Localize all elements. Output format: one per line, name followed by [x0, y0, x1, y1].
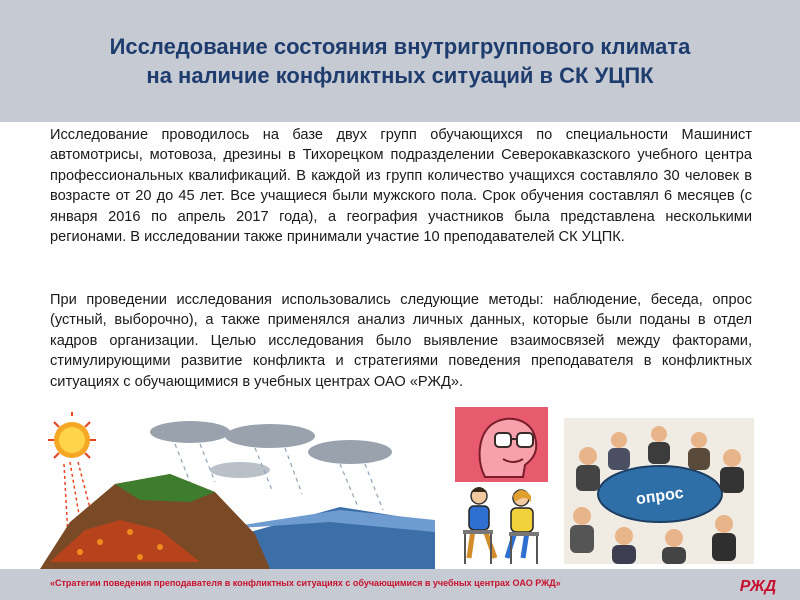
paragraph-methods: При проведении исследования использовались следующие методы: наблюдение, беседа, опрос (устный, выборочно), а также применялся анализ личных данных, которые были поданы в отдел кадров организации. Целью исследования было выявление взаимосвязей между факторами, стимулирующими развитие конфликта и стратегиями поведения преподавателя в конфликтных ситуациях с обучающимися в учебных центрах ОАО «РЖД».: [50, 292, 752, 390]
conversation-illustration: [455, 480, 548, 568]
title-line-1: Исследование состояния внутригруппового климата: [109, 34, 691, 59]
climate-landscape-illustration: [40, 412, 435, 569]
person-left-icon: [463, 487, 495, 564]
rzd-logo: [733, 572, 783, 598]
meeting-table-illustration: [564, 418, 754, 564]
paragraph-study-description: Исследование проводилось на базе двух групп обучающихся по специальности Машинист автомотрисы, мотовоза, дрезины в Тихорецком подразделении Северокавказского учебного центра профессиональных квалификаций. В каждой из групп количество учащихся составляло 30 человек в возрасте от 20 до 45 лет. Все учащиеся были мужского пола. Срок обучения составлял 6 месяцев (с января 2016 по апрель 2017 года), а география участников была представлена несколькими регионами. В исследовании также принимали участие 10 преподавателей СК УЦПК.: [50, 127, 752, 246]
thinking-head-illustration: [455, 407, 548, 482]
rzd-logo-text: РЖД: [739, 578, 777, 595]
person-right-icon: [507, 490, 539, 564]
table-label: опрос: [635, 484, 685, 509]
header-band: [0, 0, 800, 122]
footer-band: [0, 569, 800, 600]
footer-caption: «Стратегии поведения преподавателя в конфликтных ситуациях с обучающимися в учебных центрах ОАО РЖД»: [50, 578, 561, 588]
slide-title: [30, 32, 770, 90]
cloud-icon: [150, 421, 392, 478]
title-line-2: на наличие конфликтных ситуаций в СК УЦПК: [146, 63, 654, 88]
